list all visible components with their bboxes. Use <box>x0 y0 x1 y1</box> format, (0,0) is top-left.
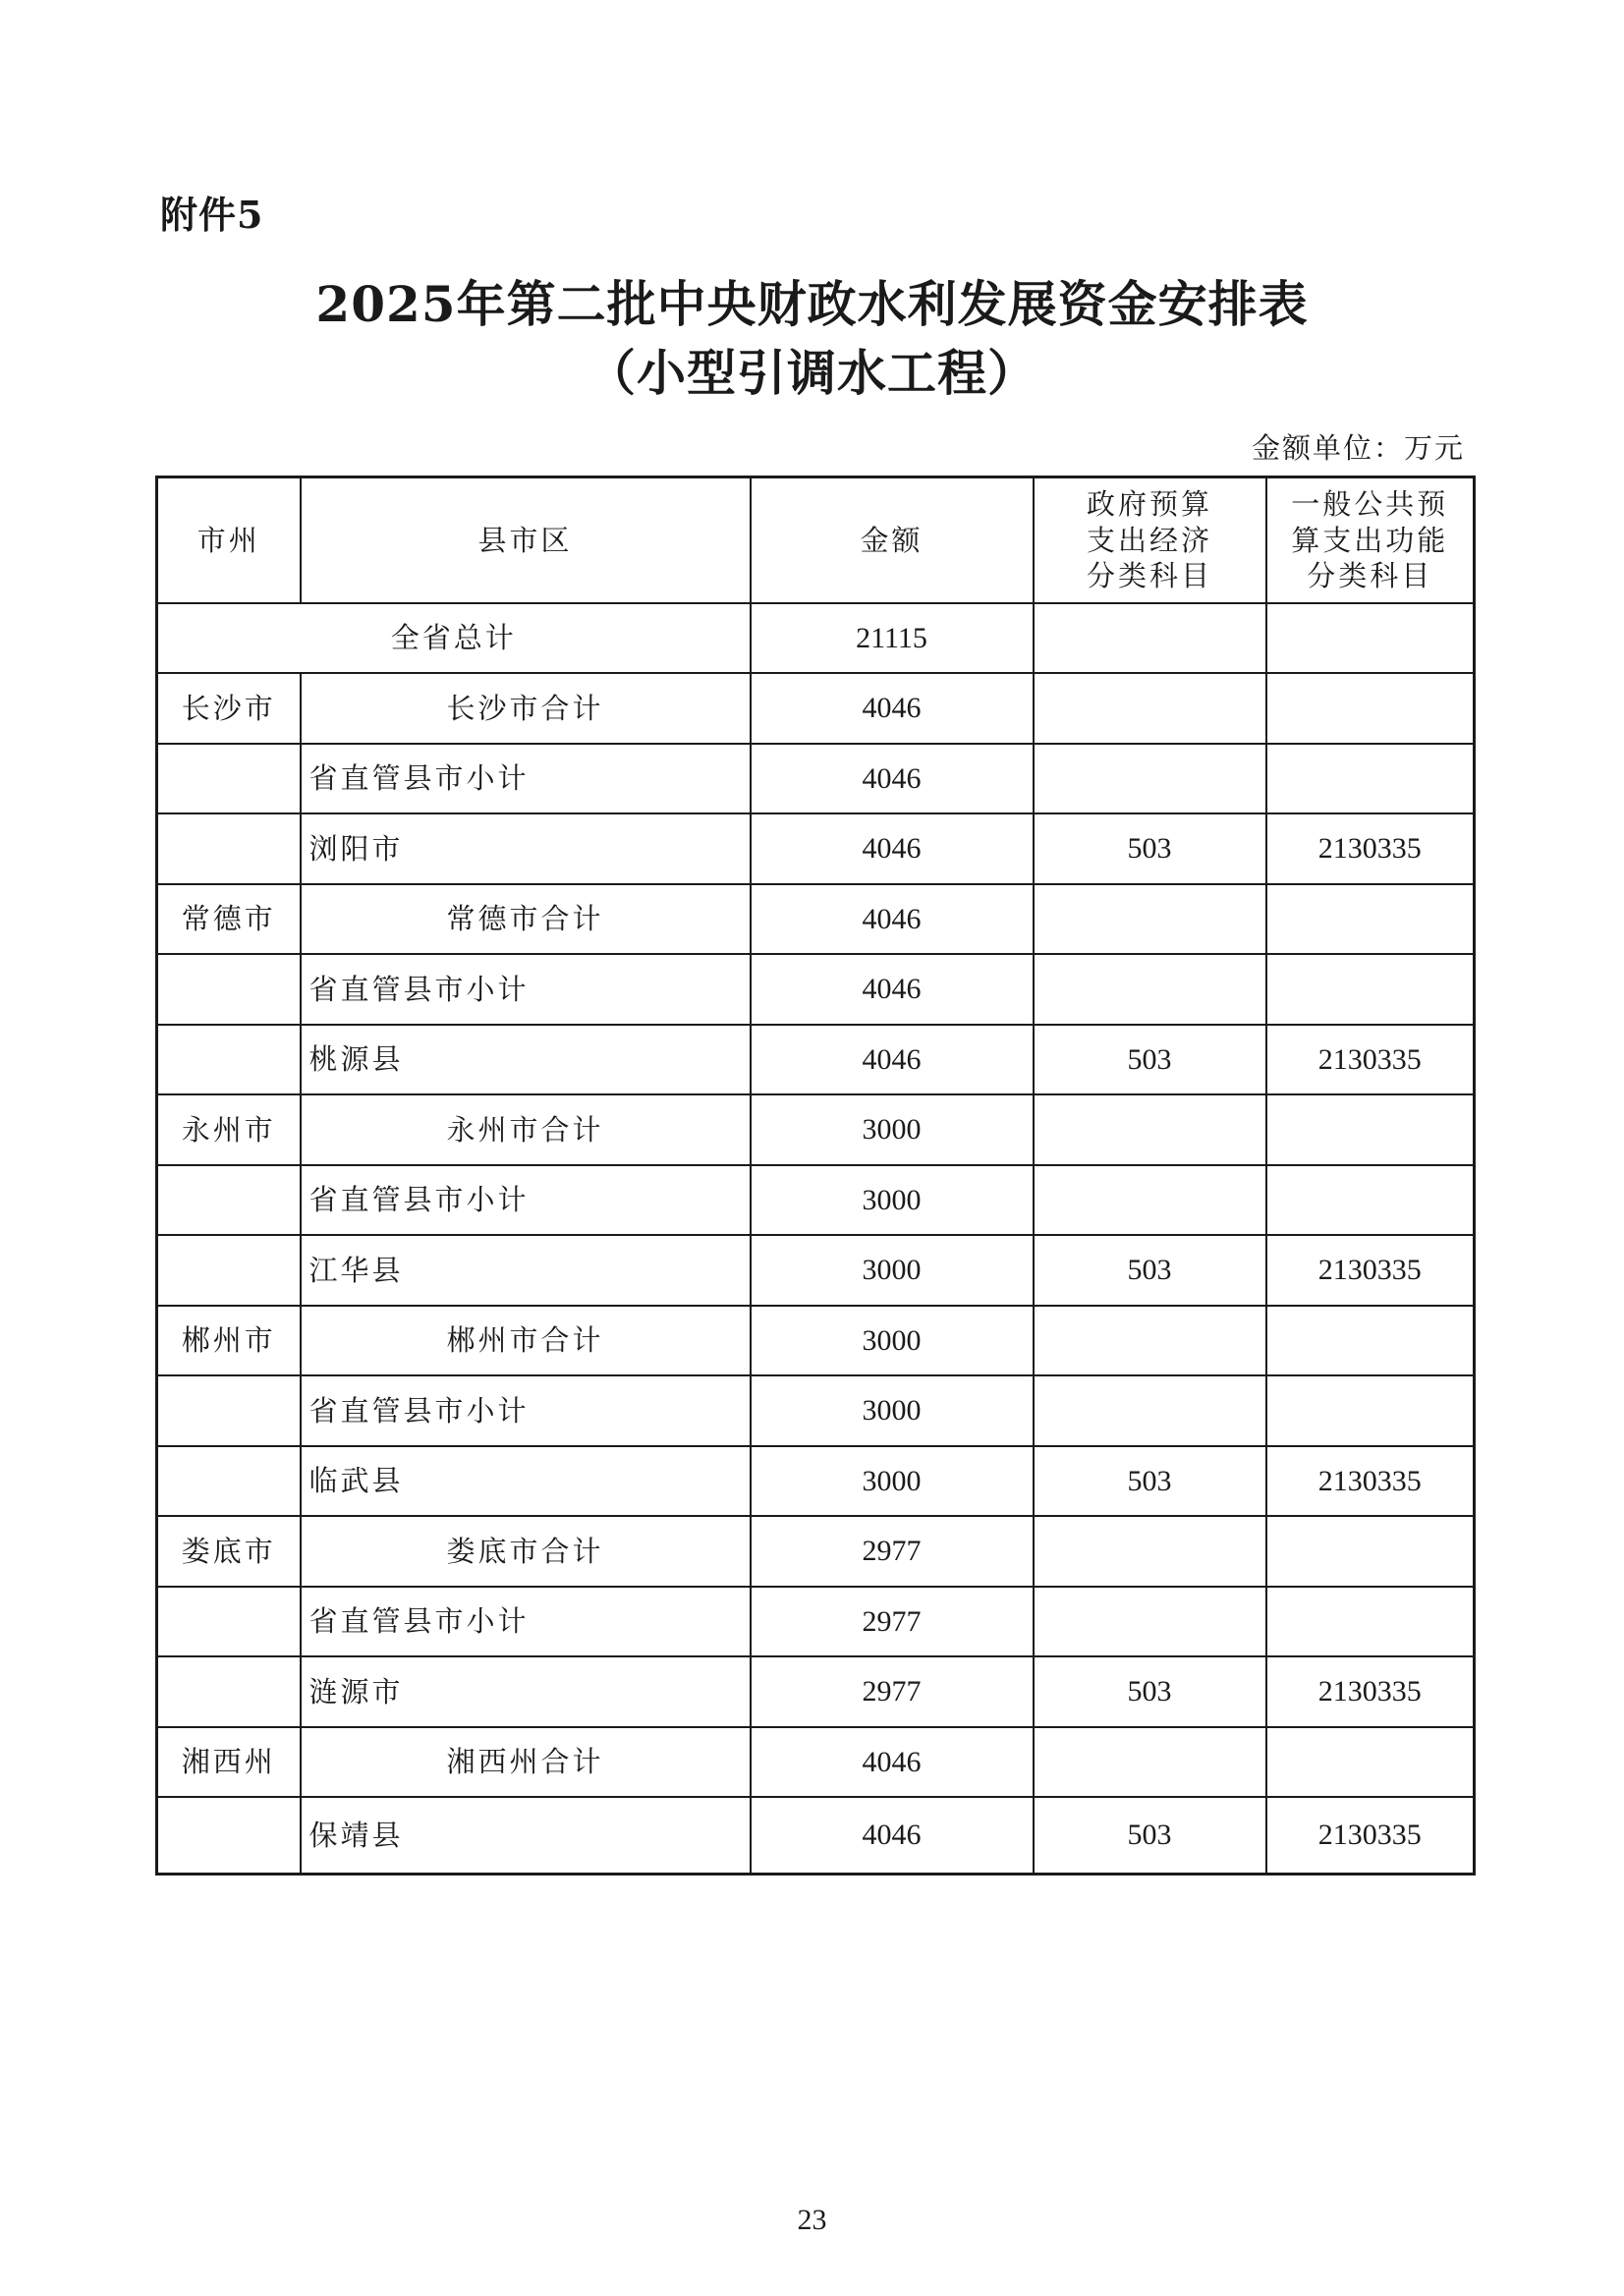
cell-county: 桃源县 <box>301 1025 751 1095</box>
table-row <box>157 744 1475 814</box>
cell-county: 浏阳市 <box>301 813 751 884</box>
cell-city <box>157 1165 301 1236</box>
table-row <box>157 673 1475 744</box>
header-func-line3: 分类科目 <box>1307 558 1433 592</box>
header-amount: 金额 <box>751 477 1034 603</box>
header-econ-line1: 政府预算 <box>1086 487 1212 522</box>
cell-amount: 3000 <box>751 1306 1034 1376</box>
cell-econ-class: 503 <box>1034 813 1266 884</box>
cell-city <box>157 1656 301 1727</box>
cell-city <box>157 1797 301 1874</box>
cell-func-class <box>1266 1516 1475 1587</box>
cell-econ-class: 503 <box>1034 1025 1266 1095</box>
table-row <box>157 1306 1475 1376</box>
cell-county: 临武县 <box>301 1446 751 1517</box>
cell-func-class: 2130335 <box>1266 1656 1475 1727</box>
cell-func-class: 2130335 <box>1266 1235 1475 1306</box>
cell-func-class <box>1266 1587 1475 1657</box>
header-func-line2: 算支出功能 <box>1291 523 1449 557</box>
table-row <box>157 1094 1475 1165</box>
attachment-label: 附件5 <box>160 193 264 237</box>
table-row <box>157 1446 1475 1517</box>
cell-func-class <box>1266 884 1475 955</box>
page-number: 23 <box>797 2204 827 2236</box>
grand-total-func <box>1266 603 1475 674</box>
table-row <box>157 1516 1475 1587</box>
cell-city <box>157 744 301 814</box>
cell-econ-class <box>1034 673 1266 744</box>
grand-total-row <box>157 603 1475 674</box>
table-row <box>157 1587 1475 1657</box>
cell-econ-class: 503 <box>1034 1656 1266 1727</box>
cell-county: 省直管县市小计 <box>301 744 751 814</box>
cell-city: 常德市 <box>157 884 301 955</box>
header-econ-line3: 分类科目 <box>1086 558 1212 592</box>
cell-county: 郴州市合计 <box>301 1306 751 1376</box>
cell-econ-class: 503 <box>1034 1797 1266 1874</box>
cell-amount: 4046 <box>751 1025 1034 1095</box>
cell-econ-class <box>1034 1094 1266 1165</box>
cell-func-class <box>1266 954 1475 1025</box>
header-econ-line2: 支出经济 <box>1086 523 1212 557</box>
cell-city: 湘西州 <box>157 1727 301 1798</box>
cell-econ-class <box>1034 1727 1266 1798</box>
cell-city: 长沙市 <box>157 673 301 744</box>
cell-func-class <box>1266 1727 1475 1798</box>
cell-func-class: 2130335 <box>1266 1446 1475 1517</box>
cell-econ-class: 503 <box>1034 1446 1266 1517</box>
cell-amount: 3000 <box>751 1446 1034 1517</box>
cell-econ-class <box>1034 954 1266 1025</box>
cell-amount: 4046 <box>751 1727 1034 1798</box>
cell-econ-class <box>1034 1587 1266 1657</box>
cell-amount: 2977 <box>751 1516 1034 1587</box>
cell-county: 永州市合计 <box>301 1094 751 1165</box>
cell-amount: 3000 <box>751 1235 1034 1306</box>
cell-amount: 4046 <box>751 813 1034 884</box>
cell-econ-class <box>1034 1375 1266 1446</box>
table-row <box>157 1375 1475 1446</box>
cell-county: 省直管县市小计 <box>301 1587 751 1657</box>
header-city: 市州 <box>157 477 301 603</box>
cell-func-class <box>1266 673 1475 744</box>
table-row <box>157 1235 1475 1306</box>
table-row <box>157 1727 1475 1798</box>
cell-func-class <box>1266 744 1475 814</box>
cell-city <box>157 1587 301 1657</box>
cell-func-class <box>1266 1375 1475 1446</box>
cell-func-class: 2130335 <box>1266 813 1475 884</box>
cell-amount: 4046 <box>751 673 1034 744</box>
cell-econ-class <box>1034 1165 1266 1236</box>
cell-city: 娄底市 <box>157 1516 301 1587</box>
table-row <box>157 1165 1475 1236</box>
cell-county: 涟源市 <box>301 1656 751 1727</box>
cell-econ-class <box>1034 1516 1266 1587</box>
page-title: 2025年第二批中央财政水利发展资金安排表 <box>315 275 1309 333</box>
cell-amount: 2977 <box>751 1587 1034 1657</box>
header-row <box>157 477 1475 603</box>
cell-amount: 4046 <box>751 954 1034 1025</box>
unit-label: 金额单位：万元 <box>1251 431 1465 465</box>
table-row <box>157 954 1475 1025</box>
grand-total-label: 全省总计 <box>157 603 751 674</box>
cell-amount: 3000 <box>751 1094 1034 1165</box>
cell-county: 省直管县市小计 <box>301 1165 751 1236</box>
cell-county: 江华县 <box>301 1235 751 1306</box>
cell-county: 常德市合计 <box>301 884 751 955</box>
budget-table <box>155 476 1476 1876</box>
cell-econ-class <box>1034 884 1266 955</box>
cell-econ-class <box>1034 1306 1266 1376</box>
cell-county: 省直管县市小计 <box>301 954 751 1025</box>
cell-city <box>157 1446 301 1517</box>
cell-city <box>157 1375 301 1446</box>
cell-econ-class <box>1034 744 1266 814</box>
cell-func-class: 2130335 <box>1266 1025 1475 1095</box>
cell-amount: 2977 <box>751 1656 1034 1727</box>
cell-func-class <box>1266 1306 1475 1376</box>
header-county: 县市区 <box>301 477 751 603</box>
cell-amount: 3000 <box>751 1165 1034 1236</box>
cell-city <box>157 954 301 1025</box>
cell-func-class <box>1266 1094 1475 1165</box>
table-body <box>157 673 1475 1874</box>
cell-amount: 4046 <box>751 744 1034 814</box>
cell-county: 保靖县 <box>301 1797 751 1874</box>
cell-county: 长沙市合计 <box>301 673 751 744</box>
cell-amount: 3000 <box>751 1375 1034 1446</box>
header-func-class <box>1266 477 1475 603</box>
cell-func-class <box>1266 1165 1475 1236</box>
table-row <box>157 1025 1475 1095</box>
cell-city: 永州市 <box>157 1094 301 1165</box>
cell-city <box>157 813 301 884</box>
table-row <box>157 813 1475 884</box>
table-row <box>157 1656 1475 1727</box>
cell-amount: 4046 <box>751 1797 1034 1874</box>
cell-city: 郴州市 <box>157 1306 301 1376</box>
header-func-line1: 一般公共预 <box>1291 487 1449 522</box>
grand-total-econ <box>1034 603 1266 674</box>
cell-county: 省直管县市小计 <box>301 1375 751 1446</box>
header-econ-class <box>1034 477 1266 603</box>
cell-county: 娄底市合计 <box>301 1516 751 1587</box>
cell-func-class: 2130335 <box>1266 1797 1475 1874</box>
cell-city <box>157 1235 301 1306</box>
table-row <box>157 884 1475 955</box>
cell-city <box>157 1025 301 1095</box>
grand-total-amount: 21115 <box>751 603 1034 674</box>
cell-county: 湘西州合计 <box>301 1727 751 1798</box>
page-subtitle: （小型引调水工程） <box>587 344 1037 402</box>
table-row <box>157 1797 1475 1874</box>
cell-amount: 4046 <box>751 884 1034 955</box>
cell-econ-class: 503 <box>1034 1235 1266 1306</box>
